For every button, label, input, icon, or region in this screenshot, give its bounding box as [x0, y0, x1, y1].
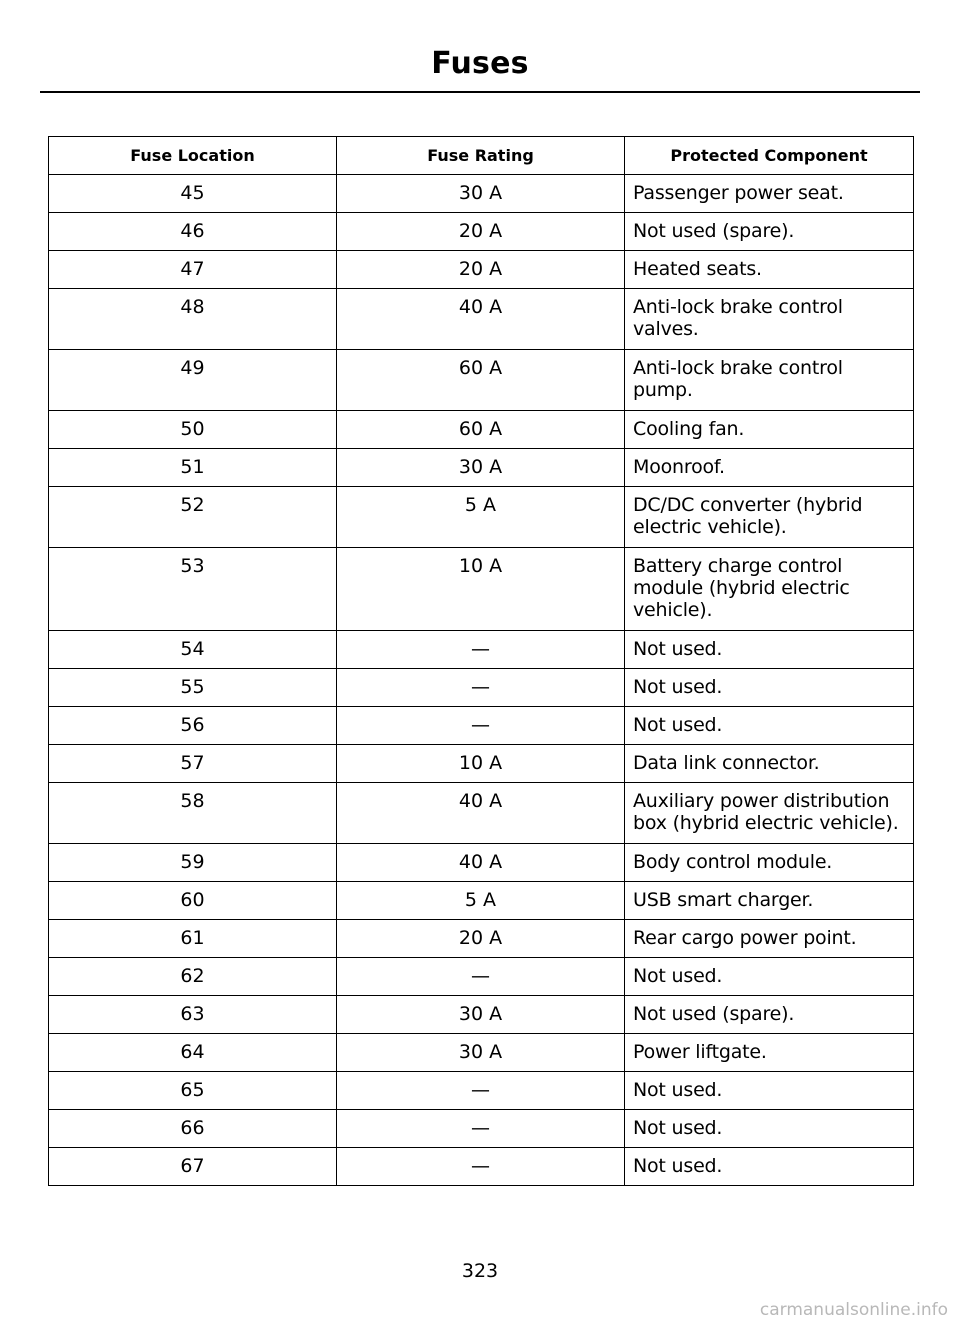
fuse-location-cell: 55 — [49, 669, 337, 707]
fuse-location-cell: 64 — [49, 1034, 337, 1072]
table-row — [49, 844, 914, 882]
fuse-rating-cell: — — [337, 1110, 625, 1148]
table-row — [49, 783, 914, 844]
fuse-rating-cell: — — [337, 1072, 625, 1110]
fuse-rating-cell: — — [337, 631, 625, 669]
table-row — [49, 996, 914, 1034]
protected-component-cell: Not used. — [625, 669, 914, 707]
fuse-rating-cell: 10 A — [337, 548, 625, 631]
fuse-rating-cell: 5 A — [337, 487, 625, 548]
protected-component-cell: Heated seats. — [625, 251, 914, 289]
fuse-rating-cell: 60 A — [337, 411, 625, 449]
fuse-table — [48, 136, 914, 1186]
fuse-rating-cell: — — [337, 958, 625, 996]
protected-component-cell: Body control module. — [625, 844, 914, 882]
fuse-rating-cell: 40 A — [337, 783, 625, 844]
protected-component-cell: Not used. — [625, 1110, 914, 1148]
protected-component-cell: DC/DC converter (hybrid electric vehicle). — [625, 487, 914, 548]
fuse-rating-cell: 5 A — [337, 882, 625, 920]
title-divider — [40, 91, 920, 93]
fuse-location-cell: 51 — [49, 449, 337, 487]
table-header-row — [49, 137, 914, 175]
fuse-location-cell: 57 — [49, 745, 337, 783]
protected-component-cell: Passenger power seat. — [625, 175, 914, 213]
fuse-location-cell: 53 — [49, 548, 337, 631]
protected-component-cell: Not used. — [625, 958, 914, 996]
table-row — [49, 548, 914, 631]
fuse-location-cell: 56 — [49, 707, 337, 745]
fuse-rating-cell: 20 A — [337, 213, 625, 251]
fuse-location-cell: 48 — [49, 289, 337, 350]
protected-component-cell: Battery charge control module (hybrid electric vehicle). — [625, 548, 914, 631]
fuse-rating-cell: 30 A — [337, 996, 625, 1034]
protected-component-cell: Not used. — [625, 1148, 914, 1186]
fuse-rating-cell: 20 A — [337, 920, 625, 958]
fuse-rating-cell: 40 A — [337, 289, 625, 350]
fuse-rating-cell: — — [337, 1148, 625, 1186]
table-row — [49, 411, 914, 449]
protected-component-cell: USB smart charger. — [625, 882, 914, 920]
table-row — [49, 745, 914, 783]
table-row — [49, 251, 914, 289]
table-row — [49, 1148, 914, 1186]
fuse-rating-cell: — — [337, 707, 625, 745]
fuse-rating-cell: 30 A — [337, 175, 625, 213]
table-row — [49, 449, 914, 487]
fuse-location-cell: 45 — [49, 175, 337, 213]
protected-component-cell: Anti-lock brake control pump. — [625, 350, 914, 411]
fuse-location-cell: 47 — [49, 251, 337, 289]
header-fuse-rating: Fuse Rating — [337, 137, 625, 175]
table-row — [49, 958, 914, 996]
fuse-rating-cell: 40 A — [337, 844, 625, 882]
fuse-location-cell: 59 — [49, 844, 337, 882]
fuse-location-cell: 54 — [49, 631, 337, 669]
protected-component-cell: Not used (spare). — [625, 996, 914, 1034]
table-row — [49, 289, 914, 350]
protected-component-cell: Cooling fan. — [625, 411, 914, 449]
protected-component-cell: Power liftgate. — [625, 1034, 914, 1072]
protected-component-cell: Rear cargo power point. — [625, 920, 914, 958]
fuse-location-cell: 61 — [49, 920, 337, 958]
table-row — [49, 1034, 914, 1072]
header-protected-component: Protected Component — [625, 137, 914, 175]
page-title: Fuses — [431, 46, 529, 81]
fuse-rating-cell: 30 A — [337, 1034, 625, 1072]
fuse-rating-cell: 30 A — [337, 449, 625, 487]
fuse-location-cell: 60 — [49, 882, 337, 920]
fuse-location-cell: 49 — [49, 350, 337, 411]
table-row — [49, 175, 914, 213]
fuse-location-cell: 46 — [49, 213, 337, 251]
fuse-location-cell: 62 — [49, 958, 337, 996]
table-row — [49, 1110, 914, 1148]
header-fuse-location: Fuse Location — [49, 137, 337, 175]
protected-component-cell: Data link connector. — [625, 745, 914, 783]
protected-component-cell: Auxiliary power distribution box (hybrid electric vehicle). — [625, 783, 914, 844]
fuse-location-cell: 50 — [49, 411, 337, 449]
protected-component-cell: Anti-lock brake control valves. — [625, 289, 914, 350]
fuse-location-cell: 67 — [49, 1148, 337, 1186]
fuse-location-cell: 63 — [49, 996, 337, 1034]
protected-component-cell: Moonroof. — [625, 449, 914, 487]
protected-component-cell: Not used. — [625, 1072, 914, 1110]
fuse-location-cell: 65 — [49, 1072, 337, 1110]
table-row — [49, 350, 914, 411]
page-number: 323 — [461, 1260, 499, 1282]
fuse-rating-cell: 20 A — [337, 251, 625, 289]
table-row — [49, 631, 914, 669]
table-row — [49, 213, 914, 251]
fuse-location-cell: 58 — [49, 783, 337, 844]
table-row — [49, 920, 914, 958]
protected-component-cell: Not used. — [625, 707, 914, 745]
protected-component-cell: Not used. — [625, 631, 914, 669]
watermark: carmanualsonline.info — [759, 1300, 948, 1320]
fuse-location-cell: 52 — [49, 487, 337, 548]
fuse-rating-cell: — — [337, 669, 625, 707]
table-row — [49, 487, 914, 548]
fuse-rating-cell: 60 A — [337, 350, 625, 411]
table-row — [49, 707, 914, 745]
fuse-location-cell: 66 — [49, 1110, 337, 1148]
fuse-rating-cell: 10 A — [337, 745, 625, 783]
table-row — [49, 1072, 914, 1110]
table-row — [49, 669, 914, 707]
table-body — [49, 175, 914, 1186]
protected-component-cell: Not used (spare). — [625, 213, 914, 251]
table-row — [49, 882, 914, 920]
